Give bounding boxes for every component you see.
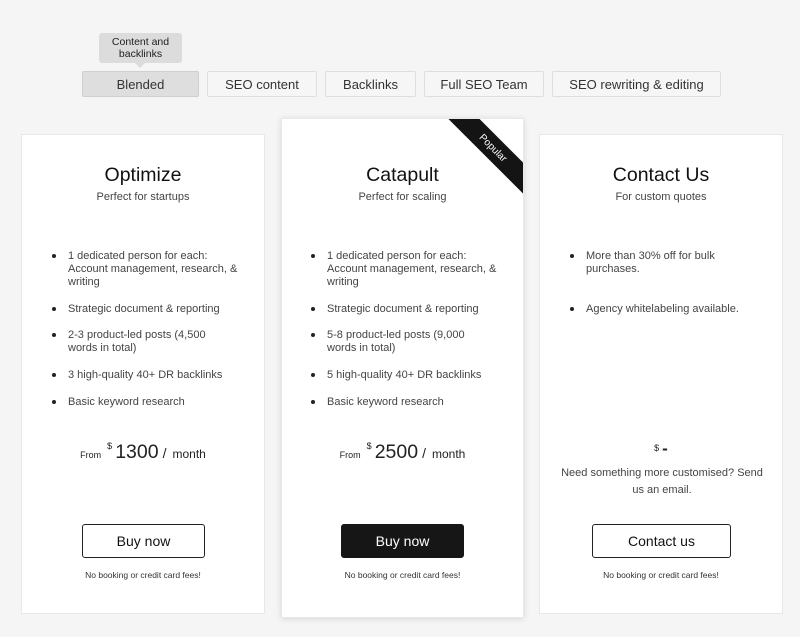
price-amount: 1300: [115, 441, 159, 463]
custom-quote-note: Need something more customised? Send us an email.: [561, 467, 763, 496]
price-amount: 2500: [374, 441, 419, 463]
plan-card-contact: [539, 134, 783, 614]
price-prefix: From: [80, 450, 102, 460]
feature-item: 3 high-quality 40+ DR backlinks: [68, 369, 223, 381]
price-prefix: From: [339, 450, 361, 460]
tab-seo-content[interactable]: SEO content: [207, 71, 317, 97]
plan-card-catapult: [281, 118, 524, 618]
feature-item: Basic keyword research: [327, 396, 444, 408]
feature-item: 2-3 product-led posts (4,500 words in total): [68, 329, 228, 355]
feature-item: 1 dedicated person for each: Account management, research, & writing: [68, 250, 248, 289]
price-slash: /: [162, 445, 167, 461]
tab-blended[interactable]: Blended: [82, 71, 199, 97]
contact-us-button[interactable]: Contact us: [592, 524, 731, 558]
plan-title: Catapult: [366, 164, 439, 186]
price-period: month: [172, 447, 206, 461]
feature-item: 1 dedicated person for each: Account management, research, & writing: [327, 250, 507, 289]
tab-full-seo-team[interactable]: Full SEO Team: [424, 71, 544, 97]
plan-title: Optimize: [104, 164, 182, 186]
price-currency: $: [107, 441, 113, 451]
price-currency: $: [366, 441, 372, 451]
plan-subtitle: Perfect for startups: [96, 191, 190, 203]
plan-title: Contact Us: [612, 164, 710, 186]
popular-ribbon: Popular: [443, 118, 524, 198]
price-currency: $: [654, 443, 660, 453]
fees-note: No booking or credit card fees!: [603, 570, 719, 580]
price-period: month: [431, 447, 466, 461]
price: [22, 441, 264, 464]
feature-item: 5 high-quality 40+ DR backlinks: [327, 369, 482, 381]
buy-now-button[interactable]: Buy now: [82, 524, 205, 558]
plan-tabs: [0, 71, 800, 97]
plan-subtitle: Perfect for scaling: [358, 191, 447, 203]
feature-item: Strategic document & reporting: [327, 303, 479, 315]
feature-item: More than 30% off for bulk purchases.: [586, 250, 746, 276]
feature-item: Strategic document & reporting: [68, 303, 220, 315]
price: [540, 439, 782, 459]
tab-tooltip: Content and backlinks: [99, 33, 182, 63]
fees-note: No booking or credit card fees!: [344, 570, 461, 580]
tab-seo-rewriting-editing[interactable]: SEO rewriting & editing: [552, 71, 721, 97]
feature-item: Basic keyword research: [68, 396, 185, 408]
price-amount: -: [662, 439, 668, 458]
tab-backlinks[interactable]: Backlinks: [325, 71, 416, 97]
feature-item: 5-8 product-led posts (9,000 words in total): [327, 329, 487, 355]
plan-card-optimize: [21, 134, 265, 614]
price-slash: /: [422, 445, 426, 461]
plan-subtitle: For custom quotes: [615, 191, 707, 203]
price: [282, 441, 523, 464]
buy-now-button[interactable]: Buy now: [341, 524, 464, 558]
feature-item: Agency whitelabeling available.: [586, 303, 739, 315]
fees-note: No booking or credit card fees!: [85, 570, 201, 580]
